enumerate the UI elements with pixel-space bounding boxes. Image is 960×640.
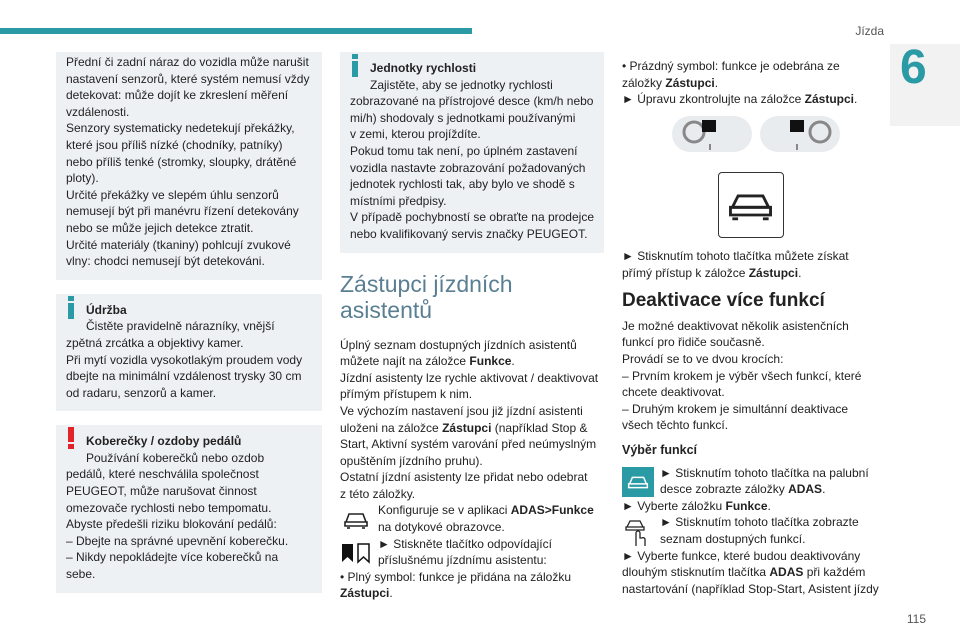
car-icon [340, 504, 372, 534]
header-accent-bar [0, 28, 472, 34]
steering-icon [672, 114, 842, 158]
column-3 [622, 58, 882, 108]
maintenance-body: Čistěte pravidelně nárazníky, vnější zpětná zrcátka a objektivy kamer. Při mytí vozidla vysokotlakým proudem vody dbejte na minimální vzdálenost trysky 30 cm od radaru, senzorů a kamer. [66, 319, 303, 400]
page-header-title: Jízda [855, 24, 884, 38]
direct-access-instruction: ► Stisknutím tohoto tlačítka můžete získat přímý přístup k záložce Zástupci. [622, 249, 849, 280]
maintenance-title: Údržba [86, 302, 127, 317]
step-adas-row: ► Stisknutím tohoto tlačítka na palubní desce zobrazte záložky ADAS. [622, 465, 884, 498]
warning-icon [66, 427, 76, 449]
bullet-empty-symbol: • Prázdný symbol: funkce je odebrána ze záložky Zástupci. [622, 59, 840, 90]
check-instruction: ► Úpravu zkontrolujte na záložce Zástupci. [622, 92, 858, 107]
adas-icon[interactable] [622, 467, 654, 497]
page-number: 115 [906, 612, 926, 626]
speed-units-title: Jednotky rychlosti [370, 61, 477, 75]
mats-body: Používání koberečků nebo ozdob pedálů, které neschválila společnost PEUGEOT, může narušovat činnost omezovače rychlosti nebo tempomatu. Abyste předešli riziku blokování pedálů: – Dbejte na správné upevnění koberečku. – Nikdy nepokládejte více koberečků na sebe. [66, 450, 289, 582]
step-long-press: ► Vyberte funkce, které budou deaktivovány dlouhým stisknutím tlačítka ADAS při každém nastartování (například Stop-Start, Asistent jízdy [622, 548, 879, 596]
bullet-full-symbol: • Plný symbol: funkce je přidána na záložku Zástupci. [340, 569, 571, 601]
column-2 [340, 52, 604, 602]
step-list-row: ► Stisknutím tohoto tlačítka zobrazte seznam dostupných funkcí. [622, 514, 884, 547]
config-row: Konfiguruje se v aplikaci ADAS>Funkce na dotykové obrazovce. [340, 502, 604, 535]
shortcuts-paragraph: Úplný seznam dostupných jízdních asistentů můžete najít na záložce Funkce. Jízdní asistenty lze rychle aktivovat / deaktivovat přímým přístupem k nim. Ve výchozím nastavení jsou již jízdní asistenti uloženi na záložce Zástupci (například Stop & Start, Aktivní systém varování před neúmyslným opuštěním jízdního pruhu). Ostatní jízdní asistenty lze přidat nebo odebrat z této záložky. [340, 337, 599, 501]
sensor-notice-box: Přední či zadní náraz do vozidla může narušit nastavení senzorů, které systém nemusí vždy detekovat: může dojít ke zkreslení měření vzdálenosti. Senzory systematicky nedetekují překážky, které jsou příliš nízké (chodníky, patníky) nebo příliš tenké (stromky, sloupky, drátěné ploty). Určité překážky ve slepém úhlu senzorů nemusejí být při manévru řízení detekovány nebo se může jejich detekce ztratit. Určité materiály (tkaniny) pohlcují zvukové vlny: chodci nemusejí být detekováni. [56, 52, 322, 280]
column-1 [56, 52, 322, 593]
info-icon [66, 296, 76, 318]
touch-icon [622, 516, 654, 546]
floor-mats-warning [56, 425, 322, 592]
maintenance-note [56, 294, 322, 412]
subsection-heading: Výběr funkcí [622, 442, 698, 457]
shortcuts-button[interactable] [718, 172, 784, 238]
speed-units-note [340, 52, 604, 253]
speed-units-body: Zajistěte, aby se jednotky rychlosti zobrazované na přístrojové desce (km/h nebo mi/h) shodovaly s jednotkami používanými v zemi, kterou projíždíte. Pokud tomu tak není, po úplném zastavení vozidla nastavte zobrazování požadovaných jednotek rychlosti tak, aby bylo ve shodě s místními předpisy. V případě pochybností se obraťte na prodejce nebo kvalifikovaný servis značky PEUGEOT. [350, 77, 594, 241]
info-icon [350, 54, 360, 76]
deactivation-paragraph: Je možné deaktivovat několik asistenčních funkcí pro řidiče současně. Provádí se to ve dvou krocích: – Prvním krokem je výběr všech funkcí, které chcete deaktivovat. – Druhým krokem je simultánní deaktivace všech těchto funkcí. [622, 318, 862, 433]
shortcut-icon [340, 538, 372, 568]
toggle-row: ► Stiskněte tlačítko odpovídající příslušnému jízdnímu asistentu: [340, 536, 604, 569]
section-heading: Deaktivace více funkcí [622, 290, 825, 312]
step-select-tab: ► Vyberte záložku Funkce. [622, 498, 771, 513]
mats-title: Koberečky / ozdoby pedálů [86, 434, 242, 449]
chapter-number: 6 [900, 41, 927, 94]
car-icon [719, 173, 782, 236]
column-3-lower [622, 248, 884, 597]
section-title: Zástupci jízdních asistentů [340, 270, 513, 323]
